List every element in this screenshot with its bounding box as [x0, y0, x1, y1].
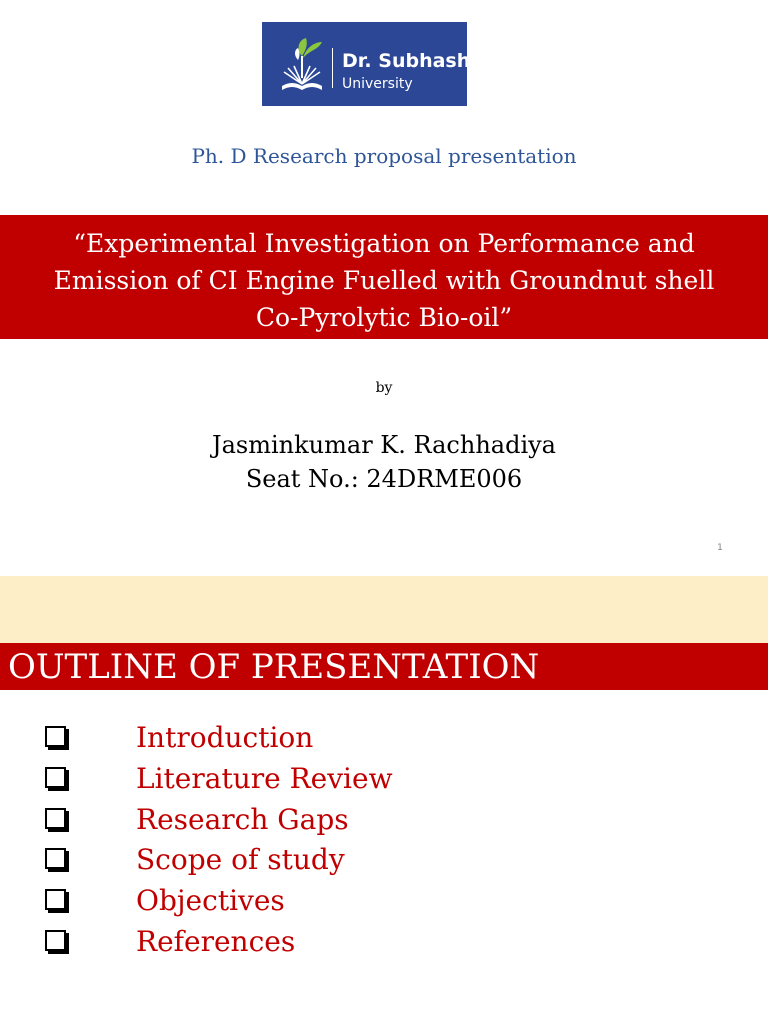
title-line: Co-Pyrolytic Bio-oil”	[255, 303, 513, 332]
list-item	[0, 881, 768, 922]
list-item	[0, 800, 768, 841]
logo-name: Dr. Subhash	[342, 50, 471, 72]
list-item-label: Research Gaps	[136, 802, 349, 836]
presentation-title	[20, 225, 748, 336]
list-item-label: Introduction	[136, 721, 314, 754]
university-logo	[262, 22, 471, 106]
outline-list	[0, 718, 768, 963]
list-item	[0, 759, 768, 800]
seat-number: Seat No.: 24DRME006	[245, 465, 523, 493]
logo-subtitle: University	[342, 76, 413, 92]
heading-banner	[0, 643, 768, 690]
outline-heading: OUTLINE OF PRESENTATION	[8, 647, 540, 687]
list-item-label: Scope of study	[136, 843, 345, 877]
list-item-label: References	[136, 924, 296, 958]
checkbox-icon	[45, 848, 66, 869]
by-label: by	[375, 380, 393, 396]
page-number: 1	[717, 543, 723, 553]
title-line: “Experimental Investigation on Performance and	[73, 229, 695, 258]
title-banner	[0, 215, 768, 339]
list-item	[0, 922, 768, 963]
presentation-subtitle: Ph. D Research proposal presentation	[191, 144, 577, 168]
list-item	[0, 840, 768, 881]
logo-divider	[332, 48, 333, 88]
list-item-label: Objectives	[136, 884, 285, 918]
checkbox-icon	[45, 930, 66, 951]
sprout-book-icon	[276, 28, 330, 100]
header-band	[0, 576, 768, 643]
outline-slide	[0, 576, 768, 1024]
author-name: Jasminkumar K. Rachhadiya	[212, 431, 556, 459]
checkbox-icon	[45, 808, 66, 829]
author-block	[0, 428, 768, 496]
checkbox-icon	[45, 767, 66, 788]
checkbox-icon	[45, 726, 66, 747]
list-item	[0, 718, 768, 759]
list-item-label: Literature Review	[136, 761, 393, 795]
title-line: Emission of CI Engine Fuelled with Groundnut shell	[53, 266, 715, 295]
checkbox-icon	[45, 889, 66, 910]
